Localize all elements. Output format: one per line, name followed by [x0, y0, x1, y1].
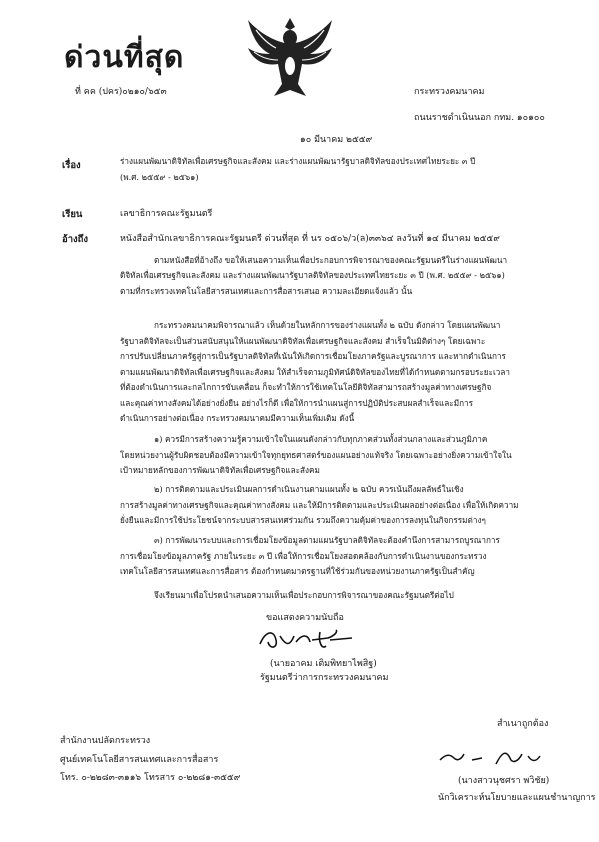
footer-center: ศูนย์เทคโนโลยีสารสนเทศและการสื่อสาร [60, 755, 219, 765]
paragraph-1-cont: ดิจิทัลเพื่อเศรษฐกิจและสังคม และร่างแผนพัฒนารัฐบาลดิจิทัลของประเทศไทยระยะ ๓ ปี (พ.ศ. ๒๕๕๙ - ๒๕๖๑) ตามที่กระทรวงเทคโนโลยีสารสนเทศและการสื่อสารเสนอ ความละเอียดแจ้งแล้ว นั้น [120, 270, 505, 296]
paragraph-2: กระทรวงคมนาคมพิจารณาแล้ว เห็นด้วยในหลักการของร่างแผนทั้ง ๒ ฉบับ ดังกล่าว โดยแผนพัฒนา รัฐบาลดิจิทัลจะเป็นส่วนสนับสนุนให้แผนพัฒนาดิจิทัลเพื่อเศรษฐกิจและสังคม สำเร็จในมิติต่างๆ โดยเฉพาะ การปรับเปลี่ยนภาครัฐสู่การเป็นรัฐบาลดิจิทัลที่เน้นให้เกิดการเชื่อมโยงภาครัฐและบูรณาการ และหากดำเนินการ ตามแผนพัฒนาดิจิทัลเพื่อเศรษฐกิจและสังคม ให้สำเร็จตามภูมิทัศน์ดิจิทัลของไทยที่ได้กำหนดตามกรอบระยะเวลา ที่ต้องดำเนินการและกลไกการขับเคลื่อน ก็จะทำให้การใช้เทคโนโลยีดิจิทัลสามารถสร้างมูลค่าทางเศรษฐกิจ และคุณค่าทางสังคมได้อย่างยั่งยืน อย่างไรก็ดี เพื่อให้การนำแผนสู่การปฏิบัติประสบผลสำเร็จและมีการ ดำเนินการอย่างต่อเนื่อง กระทรวงคมนาคมมีความเห็นเพิ่มเติม ดังนี้ [120, 320, 510, 423]
copy-certified-label: สำเนาถูกต้อง [497, 719, 549, 729]
document-number: ที่ คค (ปคร)๐๒๑๐/๖๕๓ [75, 87, 167, 97]
footer-contact: โทร. ๐-๒๒๘๓-๓๑๑๖ โทรสาร ๐-๒๒๘๑-๓๕๕๙ [60, 773, 241, 783]
subject-text: ร่างแผนพัฒนาดิจิทัลเพื่อเศรษฐกิจและสังคม และร่างแผนพัฒนารัฐบาลดิจิทัลของประเทศไทยระยะ ๓ ปี (พ.ศ. ๒๕๕๙ - ๒๕๖๑) [120, 156, 476, 182]
handwritten-signature-icon [256, 626, 356, 654]
paragraph-4: ๒) การติดตามและประเมินผลการดำเนินงานตามแผนทั้ง ๒ ฉบับ ควรเน้นถึงผลลัพธ์ในเชิง การสร้างมูลค่าทางเศรษฐกิจและคุณค่าทางสังคม และให้มีการติดตามและประเมินผลอย่างต่อเนื่อง เพื่อให้เกิดความ ยั่งยืนและมีการใช้ประโยชน์จากระบบสารสนเทศร่วมกัน รวมถึงความคุ้มค่าของการลงทุนในกิจกรรมต่างๆ [120, 484, 519, 525]
document-date: ๑๐ มีนาคม ๒๕๕๙ [300, 135, 373, 145]
reference-label: อ้างถึง [62, 234, 89, 245]
paragraph-5: ๓) การพัฒนาระบบและการเชื่อมโยงข้อมูลตามแผนรัฐบาลดิจิทัลจะต้องคำนึงการสามารถบูรณาการ การเชื่อมโยงข้อมูลภาครัฐ ภายในระยะ ๓ ปี เพื่อให้การเชื่อมโยงสอดคล้องกับการดำเนินงานของกระทรวง เทคโนโลยีสารสนเทศและการสื่อสาร ต้องกำหนดมาตรฐานที่ใช้ร่วมกันของหน่วยงานภาครัฐเป็นสำคัญ [120, 535, 500, 576]
urgency-stamp: ด่วนที่สุด [64, 40, 185, 75]
paragraph-3: ๑) ควรมีการสร้างความรู้ความเข้าใจในแผนดังกล่าวกับทุกภาคส่วนทั้งส่วนกลางและส่วนภูมิภาค โดยหน่วยงานผู้รับผิดชอบต้องมีความเข้าใจทุกยุทธศาสตร์ของแผนอย่างแท้จริง โดยเฉพาะอย่างยิ่งความเข้าใจใน เป้าหมายหลักของการพัฒนาดิจิทัลเพื่อเศรษฐกิจและสังคม [120, 434, 512, 475]
copy-signature-icon [436, 744, 556, 770]
ministry-name: กระทรวงคมนาคม [414, 87, 485, 97]
footer-office: สำนักงานปลัดกระทรวง [60, 736, 151, 746]
closing-line: จึงเรียนมาเพื่อโปรดนำเสนอความเห็นเพื่อประกอบการพิจารณาของคณะรัฐมนตรีต่อไป [154, 590, 454, 600]
recipient-value: เลขาธิการคณะรัฐมนตรี [120, 209, 213, 219]
complimentary-close: ขอแสดงความนับถือ [266, 613, 344, 623]
copy-certifier-title: นักวิเคราะห์นโยบายและแผนชำนาญการ [438, 793, 596, 803]
signatory-title: รัฐมนตรีว่าการกระทรวงคมนาคม [260, 673, 389, 683]
ministry-address: ถนนราชดำเนินนอก กทม. ๑๐๑๐๐ [414, 113, 545, 123]
reference-value: หนังสือสำนักเลขาธิการคณะรัฐมนตรี ด่วนที่สุด ที่ นร ๐๕๐๖/ว(ล)๓๓๖๔ ลงวันที่ ๑๔ มีนาคม ๒๕๕๙ [120, 234, 500, 244]
paragraph-1: ตามหนังสือที่อ้างถึง ขอให้เสนอความเห็นเพื่อประกอบการพิจารณาของคณะรัฐมนตรีในร่างแผนพัฒนา [154, 255, 508, 265]
recipient-label: เรียน [62, 209, 83, 220]
garuda-emblem-icon [244, 14, 336, 100]
copy-certifier-name: (นางสาวนุชศรา พวิชัย) [458, 776, 550, 786]
subject-label: เรื่อง [62, 160, 81, 171]
signatory-name: (นายอาคม เติมพิทยาไพสิฐ) [270, 659, 377, 669]
